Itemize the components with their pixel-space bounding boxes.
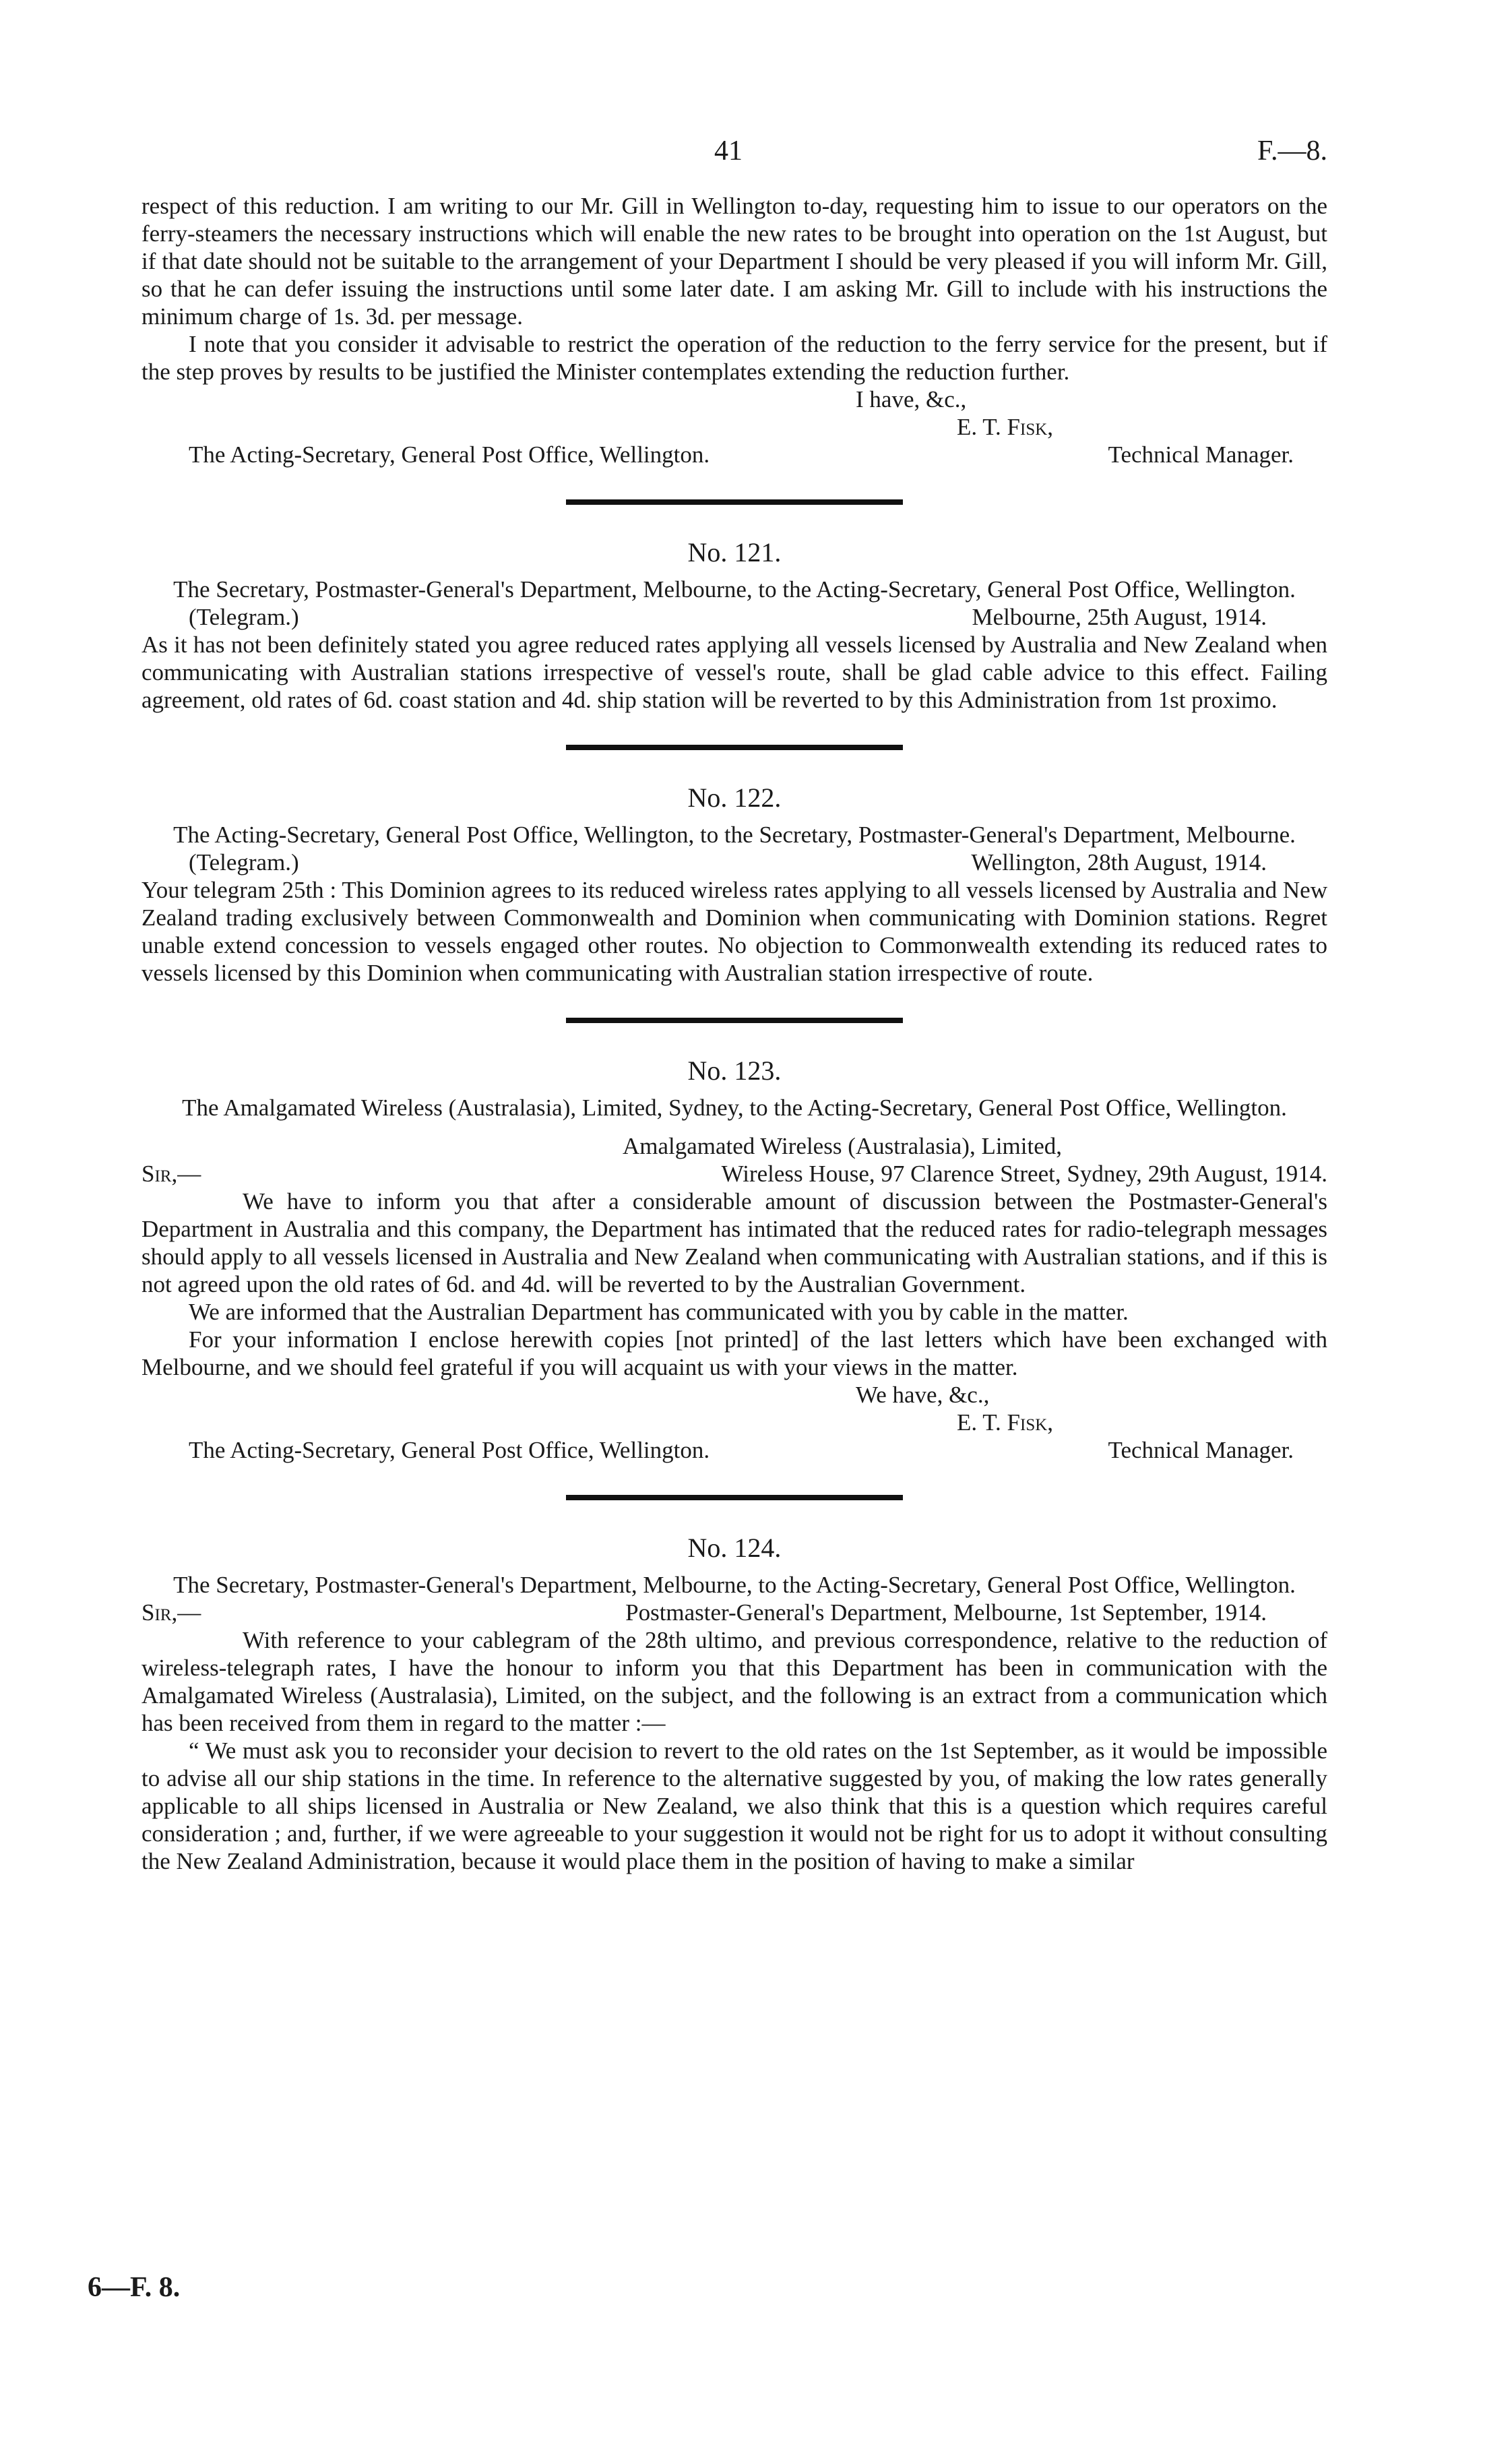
item-123-address-line-2: Wireless House, 97 Clarence Street, Sydney, 29th August, 1914. <box>721 1161 1327 1187</box>
item-123-title: No. 123. <box>687 1055 782 1086</box>
item-121-label: (Telegram.) <box>189 604 299 630</box>
item-121-heading: The Secretary, Postmaster-General's Department, Melbourne, to the Acting-Secretary, General Post Office, Wellington. <box>173 576 1296 603</box>
item-123-paragraph-1: We have to inform you that after a considerable amount of discussion between the Postmaster-General's Department in Australia and this company, the Department has intimated that the reduced rates for radio-telegraph messages should apply to all vessels licensed in Australia and New Zealand when communicating with Australian stations, and if this is not agreed upon the old rates of 6d. and 4d. will be reverted to by the Australian Government. <box>141 1188 1327 1297</box>
item-123-signer-name: E. T. Fisk, <box>957 1409 1054 1436</box>
item-124-dateline: Postmaster-General's Department, Melbourne, 1st September, 1914. <box>625 1599 1267 1626</box>
item-124-heading: The Secretary, Postmaster-General's Department, Melbourne, to the Acting-Secretary, General Post Office, Wellington. <box>173 1572 1296 1598</box>
item-124-title: No. 124. <box>687 1533 782 1563</box>
signer-name: E. T. Fisk, <box>957 414 1054 440</box>
intro-paragraph-1: respect of this reduction. I am writing to our Mr. Gill in Wellington to-day, requesting him to issue to our operators on the ferry-steamers the necessary instructions which will enable the new rates to be brought into operation on the 1st August, but if that date should not be suitable to the arrangement of your Department I should be very pleased if you will inform Mr. Gill, so that he can defer issuing the instructions until some later date. I am asking Mr. Gill to include with his instructions the minimum charge of 1s. 3d. per message. <box>141 193 1327 330</box>
item-122-label: (Telegram.) <box>189 849 299 875</box>
item-124-quote: “ We must ask you to reconsider your decision to revert to the old rates on the 1st September, as it would be impossible to advise all our ship stations in the time. In reference to the alternative suggested by you, of making the low rates generally applicable to all ships licensed in Australia or New Zealand, we also think that this is a question which requires careful consideration ; and, further, if we were agreeable to your suggestion it would not be right for us to adopt it without consulting the New Zealand Administration, because it would place them in the position of having to make a similar <box>141 1738 1327 1874</box>
addressee: The Acting-Secretary, General Post Office, Wellington. <box>189 441 710 468</box>
item-121-dateline: Melbourne, 25th August, 1914. <box>972 604 1267 630</box>
item-122-heading: The Acting-Secretary, General Post Office, Wellington, to the Secretary, Postmaster-General's Department, Melbourne. <box>173 822 1296 848</box>
page-header <box>141 135 1327 175</box>
item-122-body: Your telegram 25th : This Dominion agrees to its reduced wireless rates applying to all vessels licensed by Australia and New Zealand trading exclusively between Commonwealth and Dominion when communicating with Dominion stations. Regret unable extend concession to vessels engaged other routes. No objection to Commonwealth extending its reduced rates to vessels licensed by this Dominion when communicating with Australian station irrespective of route. <box>141 877 1327 986</box>
intro-paragraph-2: I note that you consider it advisable to restrict the operation of the reduction to the ferry service for the present, but if the step proves by results to be justified the Minister contemplates extending the reduction further. <box>141 331 1327 385</box>
page-number: 41 <box>714 135 743 166</box>
item-123-addressee: The Acting-Secretary, General Post Office, Wellington. <box>189 1437 710 1463</box>
item-124-paragraph-1: With reference to your cablegram of the 28th ultimo, and previous correspondence, relative to the reduction of wireless-telegraph rates, I have the honour to inform you that this Department has been in communication with the Amalgamated Wireless (Australasia), Limited, on the subject, and the following is an extract from a communication which has been received from them in regard to the matter :— <box>141 1627 1327 1736</box>
item-123-signer-title: Technical Manager. <box>1108 1437 1294 1463</box>
document-reference: F.—8. <box>1257 135 1327 166</box>
item-121-body: As it has not been definitely stated you agree reduced rates applying all vessels licensed by Australia and New Zealand when communicating with Australian stations irrespective of vessel's route, shall be glad cable advice to this effect. Failing agreement, old rates of 6d. coast station and 4d. ship station will be reverted to by this Administration from 1st proximo. <box>141 632 1327 713</box>
signer-title: Technical Manager. <box>1108 441 1294 468</box>
item-123-heading: The Amalgamated Wireless (Australasia), Limited, Sydney, to the Acting-Secretary, General Post Office, Wellington. <box>182 1095 1287 1121</box>
section-divider <box>566 1018 903 1023</box>
document-body <box>141 192 1327 1875</box>
closing: I have, &c., <box>856 386 967 412</box>
item-122-title: No. 122. <box>687 782 782 813</box>
item-123-closing: We have, &c., <box>856 1382 990 1408</box>
section-divider <box>566 499 903 505</box>
item-123-paragraph-3: For your information I enclose herewith copies [not printed] of the last letters which have been exchanged with Melbourne, and we should feel grateful if you will acquaint us with your views in the matter. <box>141 1326 1327 1380</box>
item-121-title: No. 121. <box>687 537 782 567</box>
item-122-dateline: Wellington, 28th August, 1914. <box>971 849 1267 875</box>
item-123-paragraph-2: We are informed that the Australian Department has communicated with you by cable in the matter. <box>189 1299 1129 1325</box>
item-123-salutation: Sir,— <box>141 1161 201 1187</box>
section-divider <box>566 1495 903 1500</box>
item-123-address-line-1: Amalgamated Wireless (Australasia), Limited, <box>622 1133 1063 1159</box>
section-divider <box>566 745 903 750</box>
item-124-salutation: Sir,— <box>141 1599 201 1626</box>
signature-mark: 6—F. 8. <box>88 2272 181 2303</box>
